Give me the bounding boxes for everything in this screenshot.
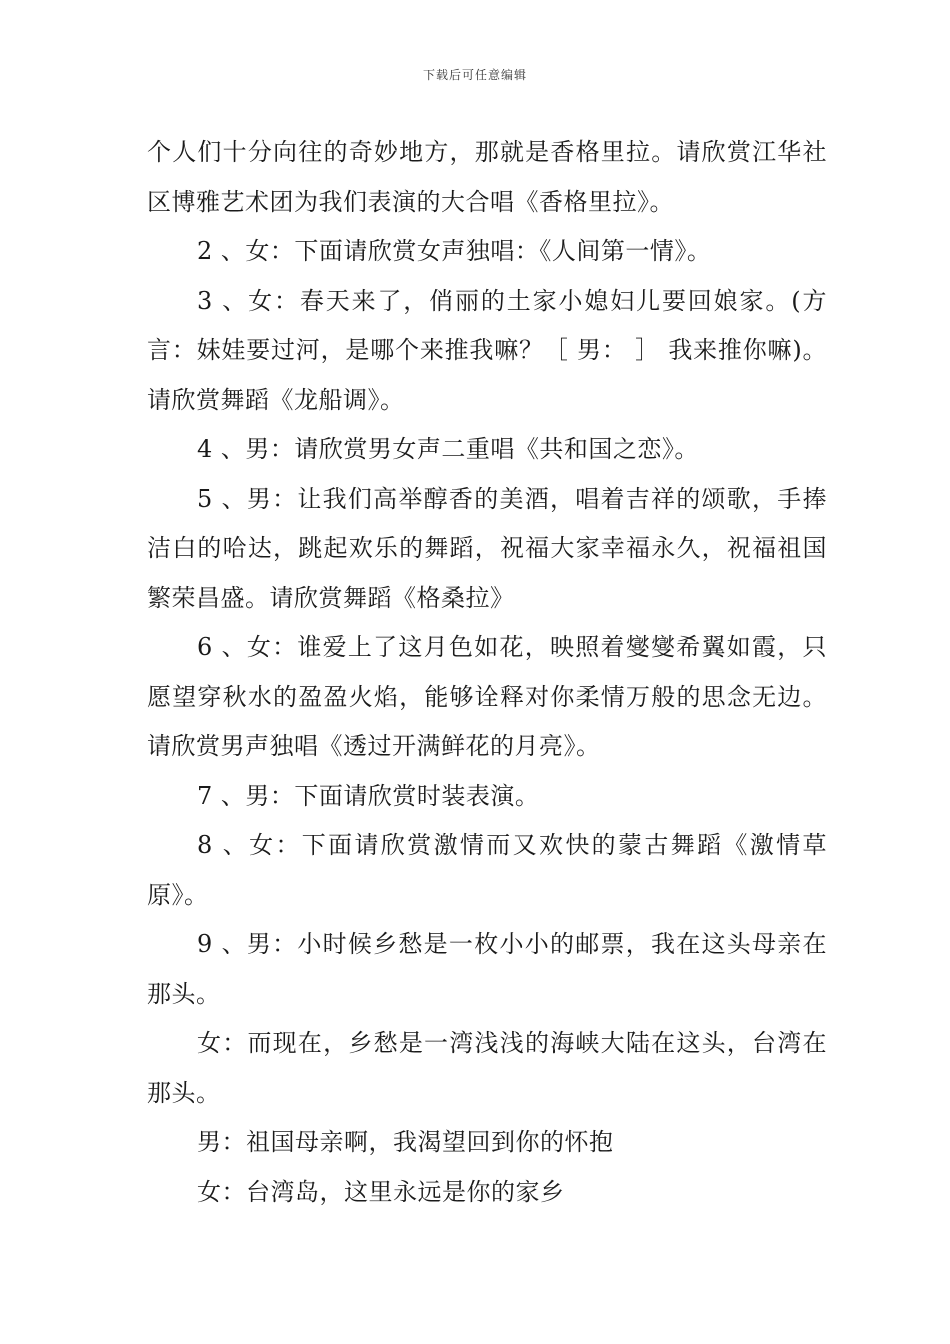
paragraph-dialogue-female-2: 女：台湾岛，这里永远是你的家乡 bbox=[197, 1177, 565, 1206]
paragraph-intro: 个人们十分向往的奇妙地方，那就是香格里拉。请欣赏江华社区博雅艺术团为我们表演的大合唱《香格里拉》。 bbox=[147, 138, 827, 216]
paragraph-dialogue-female-1: 女：而现在，乡愁是一湾浅浅的海峡大陆在这头，台湾在那头。 bbox=[147, 1029, 827, 1107]
paragraph-item-4: 4 、男：请欣赏男女声二重唱《共和国之恋》。 bbox=[197, 435, 699, 463]
paragraph-item-2: 2 、女：下面请欣赏女声独唱：《人间第一情》。 bbox=[197, 237, 712, 265]
paragraph-item-8: 8 、女：下面请欣赏激情而又欢快的蒙古舞蹈《激情草原》。 bbox=[147, 831, 827, 909]
paragraph-item-5: 5 、男：让我们高举醇香的美酒，唱着吉祥的颂歌，手捧洁白的哈达，跳起欢乐的舞蹈，祝福大家幸福永久，祝福祖国繁荣昌盛。请欣赏舞蹈《格桑拉》 bbox=[147, 484, 827, 612]
paragraph-item-7: 7 、男：下面请欣赏时装表演。 bbox=[197, 781, 540, 810]
document-body bbox=[147, 128, 827, 1217]
paragraph-item-9: 9 、男：小时候乡愁是一枚小小的邮票，我在这头母亲在那头。 bbox=[147, 930, 827, 1008]
paragraph-dialogue-male-1: 男：祖国母亲啊，我渴望回到你的怀抱 bbox=[197, 1128, 614, 1156]
paragraph-item-6: 6 、女：谁爱上了这月色如花，映照着燮燮希翼如霞，只愿望穿秋水的盈盈火焰，能够诠释对你柔情万般的思念无边。请欣赏男声独唱《透过开满鲜花的月亮》。 bbox=[147, 633, 827, 760]
page-header: 下载后可任意编辑 bbox=[422, 68, 527, 82]
paragraph-item-3: 3 、女：春天来了，俏丽的土家小媳妇儿要回娘家。(方言：妹娃要过河，是哪个来推我嘛？［ 男： ］ 我来推你嘛)。请欣赏舞蹈《龙船调》。 bbox=[147, 286, 827, 414]
